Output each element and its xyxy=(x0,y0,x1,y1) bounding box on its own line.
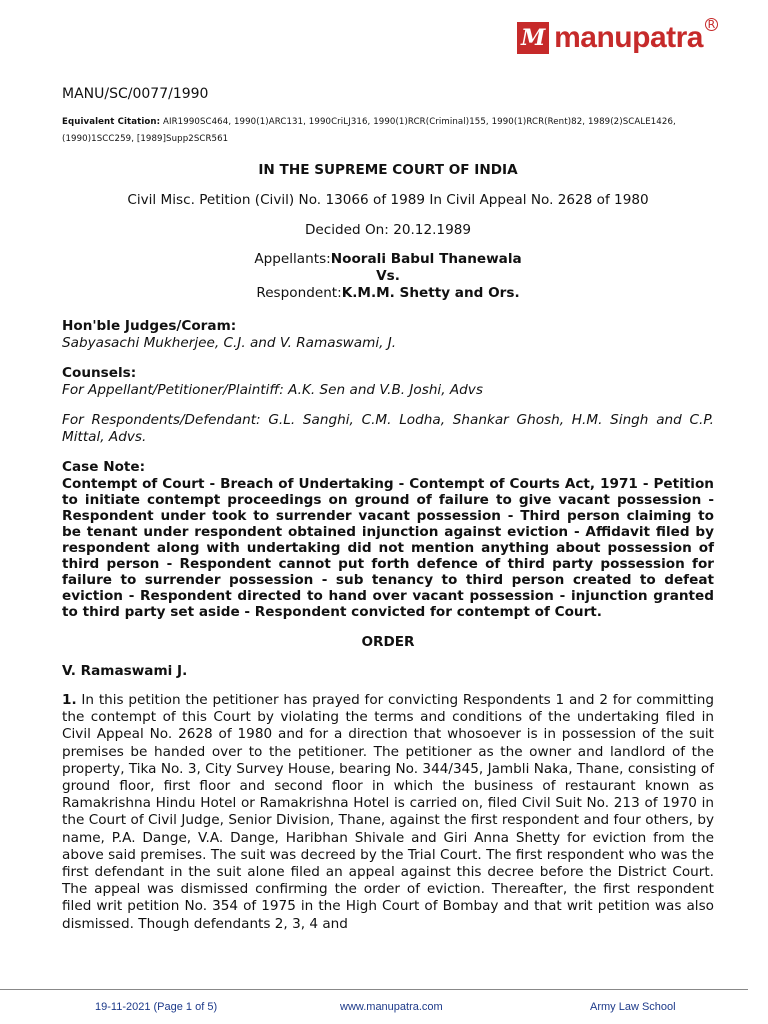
court-name: IN THE SUPREME COURT OF INDIA xyxy=(258,162,518,178)
footer-divider xyxy=(0,989,748,990)
equivalent-citation-label: Equivalent Citation: xyxy=(62,117,161,127)
respondent-line xyxy=(62,285,714,302)
case-note-heading: Case Note: xyxy=(62,459,146,475)
appellants-line xyxy=(62,251,714,268)
case-note-section xyxy=(62,459,714,620)
judges-section xyxy=(62,318,714,352)
judges-heading: Hon'ble Judges/Coram: xyxy=(62,318,237,334)
case-note-text: Contempt of Court - Breach of Undertaking - Contempt of Courts Act, 1971 - Petition to initiate contempt proceedings on ground of failure to give vacant possession - Respondent under took to surrender vacant possession - Third person claiming to be tenant under respondent obtained injunction against eviction - Affidavit filed by respondent along with undertaking did not mention anything about possession of third person - Respondent cannot put forth defence of third party possession for failure to surrender possession - sub tenancy to third person created to defeat eviction - Respondent directed to hand over vacant possession - injunction granted to third party set aside - Respondent convicted for contempt of Court. xyxy=(62,476,714,620)
counsels-section xyxy=(62,365,714,399)
logo-text: manupatra xyxy=(554,21,703,54)
paragraph-1 xyxy=(62,692,714,933)
registered-mark-icon: R xyxy=(705,18,718,31)
respondent-name: K.M.M. Shetty and Ors. xyxy=(341,285,520,301)
order-heading: ORDER xyxy=(361,634,415,650)
versus-label: Vs. xyxy=(376,268,400,284)
manu-citation: MANU/SC/0077/1990 xyxy=(62,86,209,102)
appellant-counsel: For Appellant/Petitioner/Plaintiff: A.K. Sen and V.B. Joshi, Advs xyxy=(62,382,483,398)
footer-website-link[interactable]: www.manupatra.com xyxy=(340,1001,443,1013)
appellants-label: Appellants: xyxy=(254,251,331,267)
equivalent-citation xyxy=(62,114,714,148)
paragraph-number: 1. xyxy=(62,692,77,708)
respondent-label: Respondent: xyxy=(256,285,342,301)
footer-page-info: 19-11-2021 (Page 1 of 5) xyxy=(95,1001,218,1013)
decided-date: Decided On: 20.12.1989 xyxy=(304,222,472,238)
judge-name: V. Ramaswami J. xyxy=(62,663,188,679)
petition-title: Civil Misc. Petition (Civil) No. 13066 of 1989 In Civil Appeal No. 2628 of 1980 xyxy=(127,192,649,208)
equivalent-citation-text: AIR1990SC464, 1990(1)ARC131, 1990CriLJ316, 1990(1)RCR(Criminal)155, 1990(1)RCR(Rent)82, 1989(2)SCALE1426, (1990)1SCC259, [1989]Supp2SCR561 xyxy=(62,117,676,144)
manupatra-logo xyxy=(517,18,718,58)
manupatra-logo-icon: M xyxy=(517,22,549,54)
respondent-counsel: For Respondents/Defendant: G.L. Sanghi, C.M. Lodha, Shankar Ghosh, H.M. Singh and C.P. Mittal, Advs. xyxy=(62,412,714,445)
document-body xyxy=(62,86,714,933)
paragraph-text: In this petition the petitioner has prayed for convicting Respondents 1 and 2 for committing the contempt of this Court by violating the terms and conditions of the undertaking filed in Civil Appeal No. 2628 of 1980 and for a direction that whosoever is in possession of the suit premises be handed over to the petitioner. The petitioner as the owner and landlord of the property, Tika No. 3, City Survey House, bearing No. 344/345, Jambli Naka, Thane, consisting of ground floor, first floor and second floor in which the business of restaurant known as Ramakrishna Hindu Hotel or Ramakrishna Hotel is carried on, filed Civil Suit No. 213 of 1970 in the Court of Civil Judge, Senior Division, Thane, against the first respondent and four others, by name, P.A. Dange, V.A. Dange, Haribhan Shivale and Giri Anna Shetty for eviction from the above said premises. The suit was decreed by the Trial Court. The first respondent who was the first defendant in the suit alone filed an appeal against this decree before the District Court. The appeal was dismissed confirming the order of eviction. Thereafter, the first respondent filed writ petition No. 354 of 1975 in the High Court of Bombay and that writ petition was also dismissed. Though defendants 2, 3, 4 and xyxy=(62,692,714,932)
footer-institution: Army Law School xyxy=(590,1001,676,1013)
judges-names: Sabyasachi Mukherjee, C.J. and V. Ramaswami, J. xyxy=(62,335,397,351)
counsels-heading: Counsels: xyxy=(62,365,137,381)
appellants-name: Noorali Babul Thanewala xyxy=(330,251,522,267)
parties xyxy=(62,251,714,302)
